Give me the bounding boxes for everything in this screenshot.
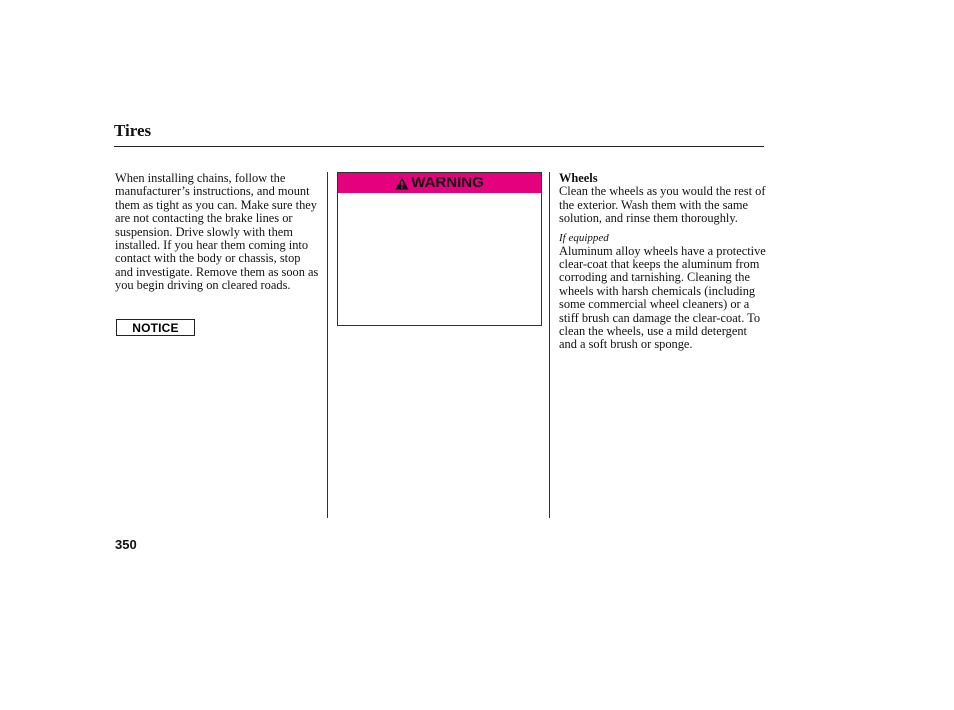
column-divider-right (549, 172, 550, 518)
wheels-heading: Wheels (559, 171, 598, 185)
alloy-wheels-paragraph: Aluminum alloy wheels have a protective clear-coat that keeps the aluminum from corroding and tarnishing. Cleaning the wheels with harsh chemicals (including some commercial wheel cleaners) or a stiff brush can damage the clear-coat. To clean the wheels, use a mild detergent and a soft brush or sponge. (559, 243, 766, 352)
notice-box (116, 319, 195, 336)
notice-label: NOTICE (132, 320, 179, 335)
left-column (115, 172, 320, 293)
warning-header (338, 173, 541, 193)
section-title: Tires (114, 121, 152, 140)
if-equipped-note: If equipped (559, 231, 609, 244)
warning-label: WARNING (411, 174, 484, 191)
right-column (559, 172, 767, 352)
chains-paragraph: When installing chains, follow the manufacturer’s instructions, and mount them as tight as you can. Make sure they are not contacting the brake lines or suspension. Drive slowly with them installed. If you hear them coming into contact with the body or chassis, stop and investigate. Remove them as soon as you begin driving on cleared roads. (115, 171, 319, 293)
warning-box (337, 172, 542, 326)
title-rule (114, 146, 764, 147)
page-number: 350 (115, 537, 137, 552)
wheels-paragraph: Clean the wheels as you would the rest of the exterior. Wash them with the same solution, and rinse them thoroughly. (559, 184, 766, 226)
warning-triangle-icon (395, 177, 409, 190)
column-divider-left (327, 172, 328, 518)
